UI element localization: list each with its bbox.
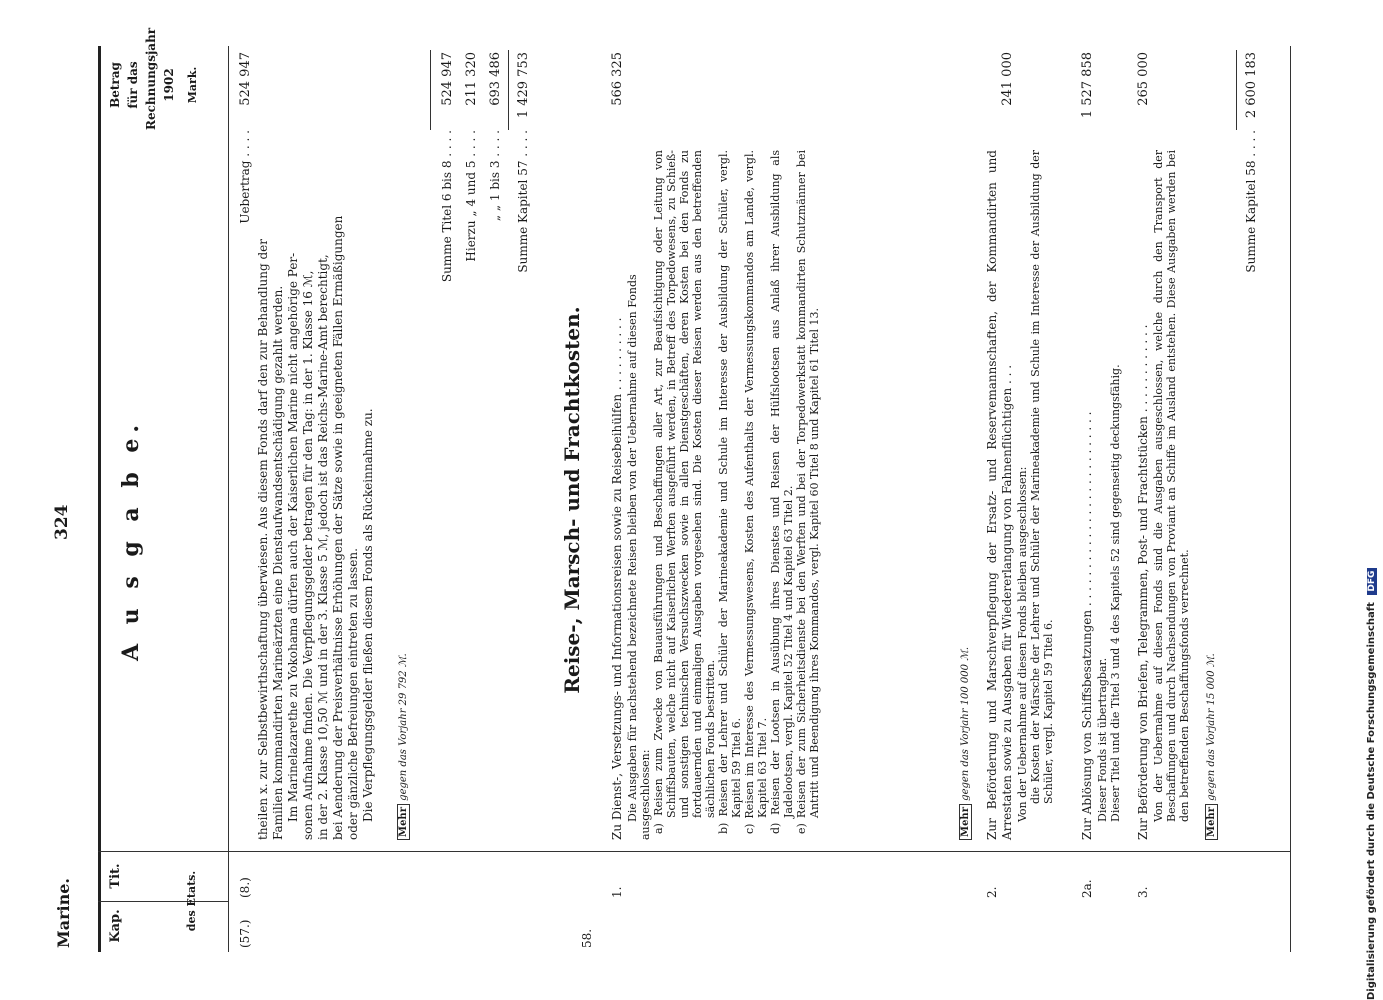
des-etats-heading: des Etats. [185, 870, 198, 932]
block1-tit: (8.) [238, 877, 252, 898]
block1-text [256, 150, 376, 840]
uebertrag-value: 524 947 [238, 52, 253, 106]
mehr-badge: Mehr [959, 804, 972, 840]
item1-mehr [960, 647, 971, 840]
item-value: 566 325 [610, 52, 625, 106]
section-header: Marine. [54, 878, 73, 948]
total-label: Summe Kapitel 57 . . . . [516, 130, 530, 273]
item-value: 1 527 858 [1080, 52, 1095, 119]
sum-rule [430, 50, 431, 130]
credit-inner [1366, 0, 1377, 1000]
credit-text: Digitalisierung gefördert durch die Deutsche Forschungsgemeinschaft [1366, 602, 1377, 1000]
mehr-text: gegen das Vorjahr 15 000 ℳ. [1206, 653, 1217, 801]
mehr-badge: Mehr [1205, 804, 1218, 840]
block1-line: in der 2. Klasse 10,50 ℳ und in der 3. Klasse 5 ℳ, jedoch ist das Reichs-Marine-Amt berechtigt, [316, 254, 330, 840]
item-tit: 1. [610, 886, 624, 898]
item-line: d) Reisen der Lootsen in Ausübung ihres Dienstes und Reisen der Hülfslootsen aus Anlaß ihrer Ausbildung als Jadelootsen, vergl. Kapitel 52 Titel 4 und Kapitel 63 Titel 2. [769, 150, 795, 834]
block1-line: bei Aenderung der Preisverhältnisse Erhöhungen der Sätze sowie in geeigneten Fällen Ermäßigungen [331, 215, 345, 840]
item-body [1152, 150, 1191, 840]
item-line: e) Reisen der zum Sicherheitsdienste bei den Werften und bei der Torpedowerkstatt kommandirten Schutzmänner bei Antritt und Beendigung ihres Kommandos, vergl. Kapitel 60 Titel 8 und Kapitel 61 Titel 13. [795, 150, 821, 834]
total-value: 2 600 183 [1244, 52, 1259, 119]
block1-line: theilen x. zur Selbstbewirthschaftung überwiesen. Aus diesem Fonds darf den zur Behandlung der [256, 238, 270, 840]
sum-line-value: 524 947 [440, 52, 455, 106]
item3-mehr [1206, 653, 1217, 840]
item-tit: 3. [1136, 886, 1150, 898]
item-heading: Zur Beförderung von Briefen, Telegrammen, Post- und Frachtstücken . . . . . . . . . . . . [1136, 324, 1150, 840]
betrag-heading-4: 1902 [162, 68, 176, 102]
item-heading: Zur Beförderung und Marschverpflegung der Ersatz- und Reservemannschaften, der Kommandirten und Arrestaten sowie zu Ausgaben für Wiedererlangung von Fahnenflüchtigen . . . [985, 150, 1014, 840]
block1-line: sonen Aufnahme finden. Die Verpflegungsgelder betragen für den Tag: in der 1. Klasse 16 ℳ, [301, 270, 315, 840]
item-line: c) Reisen im Interesse des Vermessungswesens, Kosten des Aufenthalts der Vermessungskommandos am Lande, vergl. Kapitel 63 Titel 7. [743, 150, 769, 834]
item-body [1096, 150, 1122, 840]
sum-rule [508, 50, 509, 130]
tit-heading: Tit. [108, 863, 123, 889]
sum-line-value: 693 486 [488, 52, 503, 106]
sum-line-label: Hierzu „ 4 und 5 . . . . [464, 130, 478, 262]
item-body [626, 150, 821, 840]
item-heading: Zu Dienst-, Versetzungs- und Informationsreisen sowie zu Reisebeihülfen . . . . . . . . . . [610, 317, 624, 840]
tit-column-separator [98, 851, 1290, 852]
header-separator [228, 46, 229, 952]
block2-kap: 58. [580, 928, 594, 948]
item-line: die Kosten der Märsche der Lehrer und Schüler der Marineakademie und Schule im Interesse der Ausbildung der Schüler, vergl. Kapitel 59 Titel 6. [1029, 150, 1055, 804]
item-tit: 2a. [1080, 879, 1094, 898]
item-line: Von der Uebernahme auf diesen Fonds sind die Ausgaben ausgeschlossen, welche durch den Transport der Beschaffungen und durch Nachsendungen von Proviant an Schiffe im Ausland entstehen. Diese Ausgaben werden bei den betreffenden Beschaffungsfonds verrechnet. [1152, 150, 1191, 822]
sum-line-value: 211 320 [464, 52, 479, 106]
kap-heading: Kap. [108, 909, 123, 943]
mehr-text: gegen das Vorjahr 100 000 ℳ. [960, 646, 971, 801]
kap-column-separator [98, 901, 228, 902]
page-number: 324 [52, 504, 72, 540]
betrag-heading-1: Betrag [108, 62, 122, 108]
page-title: A u s g a b e. [118, 418, 144, 662]
sum-line-label: Summe Titel 6 bis 8 . . . . [440, 130, 454, 283]
item-value: 265 000 [1136, 52, 1151, 106]
item-line: b) Reisen der Lehrer und Schüler der Marineakademie und Schule im Interesse der Ausbildung der Schüler, vergl. Kapitel 59 Titel 6. [717, 150, 743, 834]
uebertrag-label: Uebertrag . . . . [238, 130, 252, 224]
block1-line: Die Verpflegungsgelder fließen diesem Fonds als Rückeinnahme zu. [361, 408, 375, 822]
sum-line-label: „ „ 1 bis 3 . . . . [488, 130, 502, 222]
amount-column-separator [1290, 46, 1291, 952]
betrag-heading-2: für das [126, 61, 140, 109]
item-body [1016, 150, 1055, 840]
section-heading: Reise-, Marsch- und Frachtkosten. [560, 306, 584, 694]
total-label: Summe Kapitel 58 . . . . [1244, 130, 1258, 273]
sum-rule [1236, 50, 1237, 130]
item-line: Dieser Titel und die Titel 3 und 4 des Kapitels 52 sind gegenseitig deckungsfähig. [1109, 364, 1122, 822]
block1-kap: (57.) [238, 919, 252, 948]
item-value: 241 000 [1000, 52, 1015, 106]
dfg-badge: DFG [1367, 568, 1377, 595]
block1-line: oder gänzliche Befreiungen eintreten zu lassen. [346, 548, 360, 840]
item-line: ausgeschlossen: [639, 749, 652, 840]
betrag-unit: Mark. [186, 66, 199, 104]
total-value: 1 429 753 [516, 52, 531, 119]
block1-line: Im Marinelazarethe zu Yokohama dürfen auch der Kaiserlichen Marine nicht angehörige Per- [286, 252, 300, 822]
mehr-text: gegen das Vorjahr 29 792 ℳ. [398, 653, 409, 801]
item-tit: 2. [985, 886, 999, 898]
item-heading: Zur Ablösung von Schiffsbesatzungen . . . . . . . . . . . . . . . . . . . . . . . . . . [1080, 411, 1094, 840]
item-line: a) Reisen zum Zwecke von Bauausführungen und Beschaffungen aller Art, zur Beaufsichtigung oder Leitung von Schiffsbauten, welche nicht auf Kaiserlichen Werften ausgeführt werden, in Betreff des Torpedowesens, zu Schieß- und sonstigen technischen Versuchszwecken sowie in allen Dienstgeschäften, deren Kosten bei den Fonds zu fortdauernden und einmaligen Ausgaben vorgesehen sind. Die Kosten dieser Reisen werden aus den betreffenden sächlichen Fonds bestritten. [652, 150, 717, 834]
item-line: Dieser Fonds ist übertragbar. [1096, 657, 1109, 822]
item-line: Die Ausgaben für nachstehend bezeichnete Reisen bleiben von der Uebernahme auf diesen Fonds [626, 274, 639, 822]
mehr-badge: Mehr [397, 804, 410, 840]
item-line: Von der Uebernahme auf diesen Fonds bleiben ausgeschlossen: [1016, 466, 1029, 822]
betrag-heading-3: Rechnungsjahr [144, 27, 158, 130]
block1-mehr [398, 653, 409, 840]
table-top-rule [98, 46, 101, 952]
block1-line: Familien kommandirten Marineärzten eine Dienstaufwandsentschädigung gezahlt werden. [271, 285, 285, 840]
